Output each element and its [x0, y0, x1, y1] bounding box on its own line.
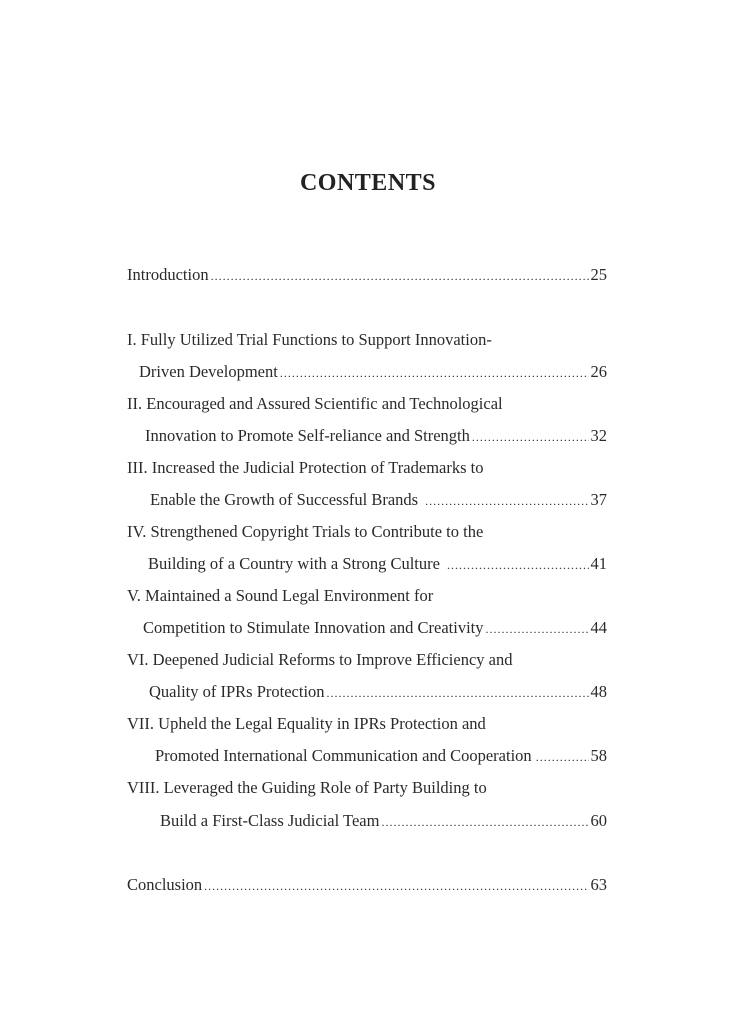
toc-entry-title: Conclusion [127, 875, 203, 894]
toc-entry-heading[interactable]: IV. Strengthened Copyright Trials to Contribute to the [127, 522, 484, 541]
toc-entry-title: Competition to Stimulate Innovation and Creativity [143, 618, 484, 637]
page-title: CONTENTS [299, 170, 437, 196]
toc-entry-7[interactable] [127, 745, 607, 767]
dot-leader [211, 265, 589, 287]
dot-leader [472, 426, 589, 448]
toc-entry-2[interactable] [127, 425, 607, 447]
toc-entry-title: Introduction [127, 265, 209, 284]
dot-leader [536, 746, 589, 768]
dot-leader [204, 875, 588, 897]
toc-entry-heading[interactable]: VII. Upheld the Legal Equality in IPRs Protection and [127, 714, 486, 733]
toc-page-number: 60 [590, 811, 607, 830]
toc-entry-title: Enable the Growth of Successful Brands [150, 490, 419, 509]
toc-page-number: 63 [590, 875, 607, 894]
toc-entry-heading[interactable]: VI. Deepened Judicial Reforms to Improve Efficiency and [127, 650, 513, 669]
dot-leader [425, 490, 588, 512]
toc-entry-4[interactable] [127, 553, 607, 575]
toc-page-number: 44 [590, 618, 607, 637]
toc-entry-introduction[interactable] [127, 264, 607, 286]
toc-entry-heading[interactable]: V. Maintained a Sound Legal Environment for [127, 586, 434, 605]
toc-entry-3[interactable] [127, 489, 607, 511]
toc-page-number: 41 [590, 554, 607, 573]
dot-leader [447, 554, 589, 576]
toc-entry-title: Driven Development [139, 362, 278, 381]
dot-leader [327, 682, 589, 704]
toc-page-number: 48 [590, 682, 607, 701]
toc-page-number: 58 [590, 746, 607, 765]
toc-page-number: 26 [590, 362, 607, 381]
toc-entry-title: Innovation to Promote Self-reliance and Strength [145, 426, 470, 445]
toc-entry-5[interactable] [127, 617, 607, 639]
toc-entry-heading[interactable]: II. Encouraged and Assured Scientific and Technological [127, 394, 503, 413]
toc-entry-heading[interactable]: VIII. Leveraged the Guiding Role of Party Building to [127, 778, 487, 797]
toc-entry-title: Promoted International Communication and Cooperation [155, 746, 532, 765]
toc-entry-title: Quality of IPRs Protection [149, 682, 325, 701]
toc-entry-title: Building of a Country with a Strong Culture [148, 554, 440, 573]
dot-leader [486, 618, 589, 640]
toc-entry-heading[interactable]: III. Increased the Judicial Protection of Trademarks to [127, 458, 484, 477]
toc-entry-title: Build a First-Class Judicial Team [160, 811, 380, 830]
toc-entry-8[interactable] [127, 810, 607, 832]
toc-page-number: 32 [590, 426, 607, 445]
toc-page-number: 25 [590, 265, 607, 284]
dot-leader [280, 362, 589, 384]
toc-entry-1[interactable] [127, 361, 607, 383]
toc-page-number: 37 [590, 490, 607, 509]
toc-entry-heading[interactable]: I. Fully Utilized Trial Functions to Support Innovation- [127, 330, 492, 349]
toc-entry-conclusion[interactable] [127, 874, 607, 896]
toc-entry-6[interactable] [127, 681, 607, 703]
dot-leader [381, 811, 588, 833]
